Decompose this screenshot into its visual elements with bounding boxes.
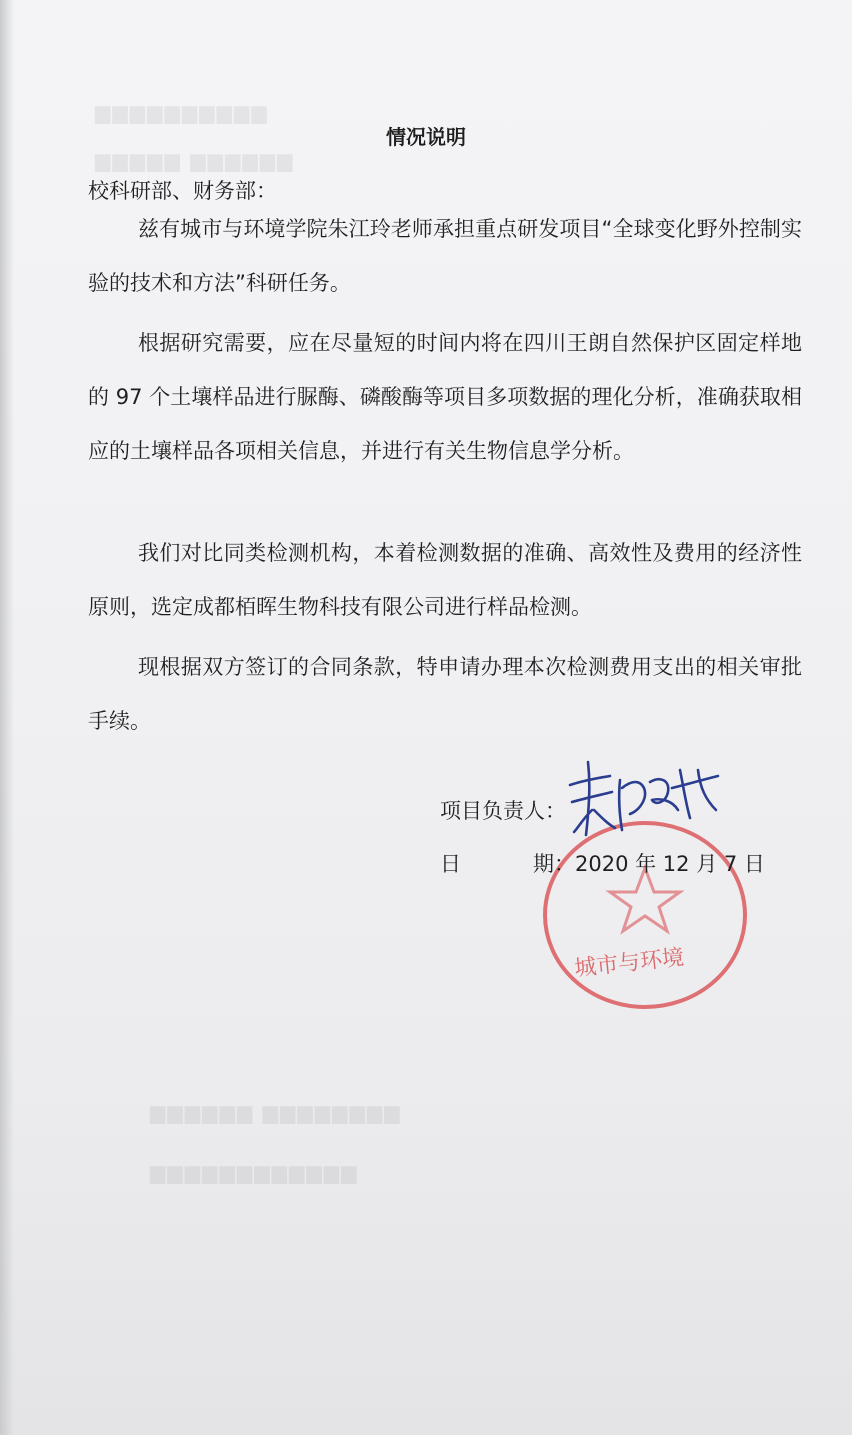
paragraph-3: 我们对比同类检测机构，本着检测数据的准确、高效性及费用的经济性原则，选定成都栢晖生物科技有限公司进行样品检测。	[88, 541, 802, 619]
paragraph-4: 现根据双方签订的合同条款，特申请办理本次检测费用支出的相关审批手续。	[88, 655, 802, 733]
svg-text:城市与环境: 城市与环境	[573, 945, 686, 982]
date-line	[440, 848, 765, 878]
page-title: 情况说明	[386, 125, 466, 149]
bleed-through-mark: ▆▆▆▆▆▆ ▆▆▆▆▆▆▆▆	[150, 1100, 402, 1124]
date-label-day: 日	[440, 852, 461, 876]
bleed-through-mark: ▆▆▆▆▆▆▆▆▆▆▆▆	[150, 1160, 359, 1184]
date-value: 2020 年 12 月 7 日	[575, 852, 765, 876]
handwritten-signature	[560, 740, 740, 850]
addressee: 校科研部、财务部：	[88, 179, 277, 203]
date-label-period: 期：	[533, 852, 575, 876]
bleed-through-mark: ▆▆▆▆▆▆▆▆▆▆	[95, 100, 269, 124]
page-edge-shadow	[0, 0, 14, 1435]
responsible-person-label: 项目负责人：	[440, 799, 566, 823]
paragraph-1: 兹有城市与环境学院朱江玲老师承担重点研发项目“全球变化野外控制实验的技术和方法”科研任务。	[88, 217, 802, 295]
bleed-through-mark: ▆▆▆▆▆ ▆▆▆▆▆▆	[95, 148, 295, 172]
paragraph-2: 根据研究需要，应在尽量短的时间内将在四川王朗自然保护区固定样地的 97 个土壤样品进行脲酶、磷酸酶等项目多项数据的理化分析，准确获取相应的土壤样品各项相关信息，并进行有关生物信息学分析。	[88, 331, 802, 463]
